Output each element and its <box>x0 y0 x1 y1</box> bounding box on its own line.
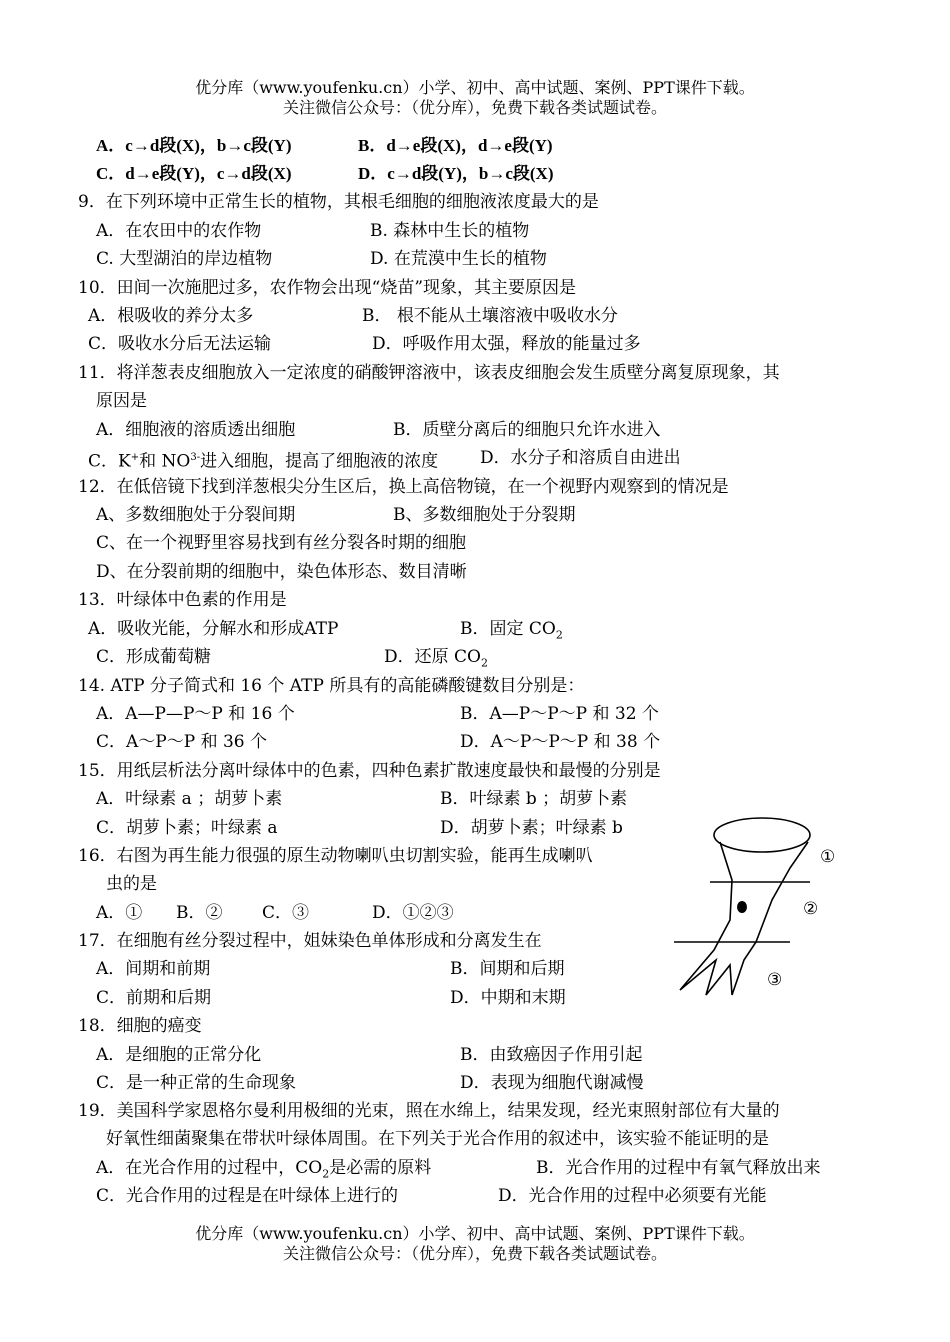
q18-option-d: D．表现为细胞代谢减慢 <box>460 1073 644 1093</box>
q14-option-a: A．A—P—P～P 和 16 个 <box>96 704 295 724</box>
q14-option-b: B．A—P～P～P 和 32 个 <box>460 704 659 724</box>
q19-option-a-suffix: 是必需的原料 <box>329 1158 432 1178</box>
q17-option-c: C．前期和后期 <box>96 988 212 1008</box>
q10-option-d: D．呼吸作用太强，释放的能量过多 <box>372 334 641 354</box>
q11-option-c <box>88 446 438 474</box>
q11-stem-line-2: 原因是 <box>96 391 147 411</box>
q12-option-d: D、在分裂前期的细胞中，染色体形态、数目清晰 <box>96 562 467 582</box>
header-line-2: 关注微信公众号：（优分库），免费下载各类试题试卷。 <box>282 98 667 117</box>
q16-option-d: D．①②③ <box>372 903 454 923</box>
q9-option-b: B. 森林中生长的植物 <box>370 221 530 241</box>
figure-label-3: ③ <box>767 970 783 990</box>
q18-option-a: A．是细胞的正常分化 <box>96 1045 262 1065</box>
q13-option-b-text: B．固定 CO <box>460 619 556 639</box>
q8-option-c: C．d→e段(Y)，c→d段(X) <box>96 164 292 183</box>
q15-option-b: B．叶绿素 b ；胡萝卜素 <box>440 789 628 809</box>
q13-option-a: A．吸收光能，分解水和形成ATP <box>88 619 339 639</box>
q16-option-a: A．① <box>96 903 143 923</box>
q18-option-c: C．是一种正常的生命现象 <box>96 1073 297 1093</box>
q8-option-d: D．c→d段(Y)，b→c段(X) <box>358 164 554 183</box>
q19-stem-line-1: 19．美国科学家恩格尔曼利用极细的光束，照在水绵上，结果发现，经光束照射部位有大量的 <box>78 1101 780 1121</box>
q18-stem: 18．细胞的癌变 <box>78 1016 202 1036</box>
q9-option-d: D. 在荒漠中生长的植物 <box>370 249 547 269</box>
q13-option-d-sub: 2 <box>480 656 488 670</box>
q16-option-c: C．③ <box>262 903 310 923</box>
q11-option-a: A．细胞液的溶质透出细胞 <box>96 420 296 440</box>
trumpet-mouth-ellipse <box>714 818 810 852</box>
q15-option-d: D．胡萝卜素；叶绿素 b <box>440 818 623 838</box>
q11-option-c-suffix: 进入细胞，提高了细胞液的浓度 <box>200 451 439 472</box>
q14-stem: 14. ATP 分子简式和 16 个 ATP 所具有的高能磷酸键数目分别是： <box>78 676 585 696</box>
q11-option-c-middle: 和 NO <box>139 451 191 472</box>
q14-option-c: C．A～P～P 和 36 个 <box>96 732 268 752</box>
figure-label-1: ① <box>820 847 836 867</box>
header-line-1: 优分库（www.youfenku.cn）小学、初中、高中试题、案例、PPT课件下载。 <box>195 78 755 97</box>
q13-option-b <box>460 617 563 647</box>
q14-option-d: D．A～P～P～P 和 38 个 <box>460 732 661 752</box>
q12-option-a: A、多数细胞处于分裂间期 <box>96 505 296 525</box>
q16-option-b: B．② <box>176 903 223 923</box>
footer-line-1: 优分库（www.youfenku.cn）小学、初中、高中试题、案例、PPT课件下载。 <box>195 1224 755 1243</box>
q19-option-d: D．光合作用的过程中必须要有光能 <box>498 1186 767 1206</box>
q19-stem-line-2: 好氧性细菌聚集在带状叶绿体周围。在下列关于光合作用的叙述中，该实验不能证明的是 <box>106 1129 769 1149</box>
q16-stem-line-2: 虫的是 <box>106 874 157 894</box>
q10-option-c: C．吸收水分后无法运输 <box>88 334 272 354</box>
q11-option-c-charge-2: 3- <box>190 452 201 463</box>
q9-option-a: A．在农田中的农作物 <box>96 221 262 241</box>
q13-option-c: C．形成葡萄糖 <box>96 647 212 667</box>
q19-option-c: C．光合作用的过程是在叶绿体上进行的 <box>96 1186 399 1206</box>
q19-option-a-sub: 2 <box>322 1167 330 1181</box>
q12-option-b: B、多数细胞处于分裂期 <box>393 505 576 525</box>
q10-stem: 10．田间一次施肥过多，农作物会出现“烧苗”现象，其主要原因是 <box>78 278 577 298</box>
q11-option-c-prefix: C．K <box>88 451 131 472</box>
q17-option-b: B．间期和后期 <box>450 959 565 979</box>
q17-option-d: D．中期和末期 <box>450 988 566 1008</box>
q11-stem-line-1: 11．将洋葱表皮细胞放入一定浓度的硝酸钾溶液中，该表皮细胞会发生质壁分离复原现象，其 <box>78 363 780 383</box>
q12-stem: 12．在低倍镜下找到洋葱根尖分生区后，换上高倍物镜，在一个视野内观察到的情况是 <box>78 477 729 497</box>
q8-option-a: A．c→d段(X)，b→c段(Y) <box>96 136 292 155</box>
q13-option-d <box>384 645 488 675</box>
q15-option-a: A．叶绿素 a ；胡萝卜素 <box>96 789 283 809</box>
q11-option-c-charge-1: + <box>130 452 140 463</box>
q9-option-c: C. 大型湖泊的岸边植物 <box>96 249 273 269</box>
trumpet-body-outline <box>680 842 808 995</box>
q9-stem: 9．在下列环境中正常生长的植物，其根毛细胞的细胞液浓度最大的是 <box>78 192 599 212</box>
q15-stem: 15．用纸层析法分离叶绿体中的色素，四种色素扩散速度最快和最慢的分别是 <box>78 761 661 781</box>
q17-stem: 17．在细胞有丝分裂过程中，姐妹染色单体形成和分离发生在 <box>78 931 542 951</box>
macronucleus-dot <box>737 901 747 913</box>
q8-option-b: B．d→e段(X)，d→e段(Y) <box>358 136 553 155</box>
q15-option-c: C．胡萝卜素；叶绿素 a <box>96 818 278 838</box>
footer-line-2: 关注微信公众号：（优分库），免费下载各类试题试卷。 <box>282 1244 667 1263</box>
q11-option-d: D．水分子和溶质自由进出 <box>480 448 681 468</box>
q19-option-a-text: A．在光合作用的过程中，CO <box>96 1158 323 1178</box>
q17-option-a: A．间期和前期 <box>96 959 211 979</box>
q19-option-a <box>96 1156 431 1186</box>
q13-stem: 13．叶绿体中色素的作用是 <box>78 590 287 610</box>
q11-option-b: B．质壁分离后的细胞只允许水进入 <box>393 420 661 440</box>
figure-label-2: ② <box>803 899 819 919</box>
q12-option-c: C、在一个视野里容易找到有丝分裂各时期的细胞 <box>96 533 467 553</box>
q16-stem-line-1: 16．右图为再生能力很强的原生动物喇叭虫切割实验，能再生成喇叭 <box>78 846 593 866</box>
q19-option-b: B．光合作用的过程中有氧气释放出来 <box>536 1158 821 1178</box>
q18-option-b: B．由致癌因子作用引起 <box>460 1045 643 1065</box>
q10-option-b: B． 根不能从土壤溶液中吸收水分 <box>362 306 618 326</box>
trumpet-animal-figure <box>660 810 860 1000</box>
q13-option-b-sub: 2 <box>555 628 563 642</box>
q10-option-a: A．根吸收的养分太多 <box>88 306 254 326</box>
q13-option-d-text: D．还原 CO <box>384 647 481 667</box>
